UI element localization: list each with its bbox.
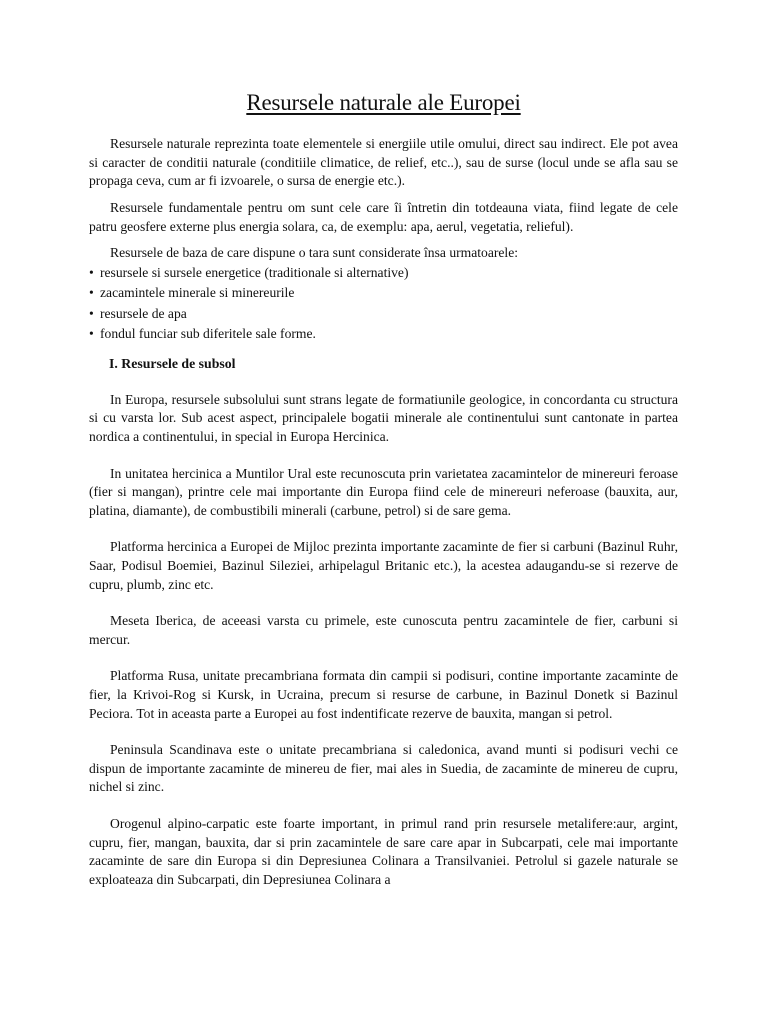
document-title: Resursele naturale ale Europei (246, 90, 521, 115)
section-paragraph-6: Peninsula Scandinava este o unitate precambriana si caledonica, avand munti si podisuri vechi ce dispun de importante zacaminte de minereu de fier, mai ales in Suedia, de zacaminte de minereu de cupru, nichel si zinc. (89, 742, 678, 795)
list-item (89, 304, 678, 325)
section-paragraph-3: Platforma hercinica a Europei de Mijloc prezinta importante zacaminte de fier si carbuni (Bazinul Ruhr, Saar, Podisul Boemiei, Bazinul Sileziei, arhipelagul Britanic etc.), la acestea adaugandu-se si rezerve de cupru, plumb, zinc etc. (89, 539, 678, 592)
section-paragraph-5: Platforma Rusa, unitate precambriana formata din campii si podisuri, contine importante zacaminte de fier, la Krivoi-Rog si Kursk, in Ucraina, precum si resurse de carbune, in Bazinul Donetk si Bazinul Peciora. Tot in aceasta parte a Europei au fost indentificate rezerve de bauxita, mangan si petrol. (89, 668, 678, 721)
section-paragraph-1: In Europa, resursele subsolului sunt strans legate de formatiunile geologice, in concordanta cu structura si cu varsta lor. Sub acest aspect, principalele bogatii minerale ale continentului sunt cantonate in partea nordica a continentului, in special in Europa Hercinica. (89, 391, 678, 445)
document-content (89, 90, 678, 889)
list-item (89, 324, 678, 345)
bullet-icon: • (89, 264, 94, 280)
section-paragraph-2: In unitatea hercinica a Muntilor Ural este recunoscuta prin varietatea zacamintelor de minereuri feroase (fier si mangan), printre cele mai importante din Europa fiind cele de minereuri neferoase (bauxita, aur, platina, diamante), de combustibili minerali (carbune, petrol) si de sare gema. (89, 465, 678, 518)
list-item (89, 283, 678, 304)
list-item (89, 263, 678, 284)
resource-list (89, 263, 678, 345)
list-item-text: zacamintele minerale si minereurile (100, 285, 295, 301)
bullet-icon: • (89, 285, 94, 301)
section-paragraph-4: Meseta Iberica, de aceeasi varsta cu primele, este cunoscuta pentru zacamintele de fier, carbuni si mercur. (89, 613, 678, 647)
intro-paragraph-1: Resursele naturale reprezinta toate elementele si energiile utile omului, direct sau indirect. Ele pot avea si caracter de conditii naturale (conditiile climatice, de relief, etc..), sau de surse (locul unde se afla sau se propaga ceva, cum ar fi izvoarele, o sursa de energie etc.). (89, 136, 678, 189)
section-heading: I. Resursele de subsol (109, 355, 236, 371)
intro-paragraph-3: Resursele de baza de care dispune o tara sunt considerate însa urmatoarele: (110, 245, 519, 261)
bullet-icon: • (89, 305, 94, 321)
section-paragraph-7: Orogenul alpino-carpatic este foarte important, in primul rand prin resursele metalifere:aur, argint, cupru, fier, mangan, bauxita, dar si prin zacamintele de sare care apar in Subcarpati, cele mai importante zacaminte de sare din Europa si din Depresiunea Colinara a Transilvaniei. Petrolul si gazele naturale se exploateaza din Subcarpati, din Depresiunea Colinara a (89, 815, 678, 887)
list-item-text: fondul funciar sub diferitele sale forme. (100, 326, 316, 342)
intro-paragraph-2: Resursele fundamentale pentru om sunt cele care îi întretin din totdeauna viata, fiind legate de cele patru geosfere externe plus energia solara, ca, de exemplu: apa, aerul, vegetatia, relieful). (89, 200, 678, 234)
list-item-text: resursele de apa (100, 305, 187, 321)
list-item-text: resursele si sursele energetice (traditionale si alternative) (100, 264, 409, 280)
bullet-icon: • (89, 326, 94, 342)
